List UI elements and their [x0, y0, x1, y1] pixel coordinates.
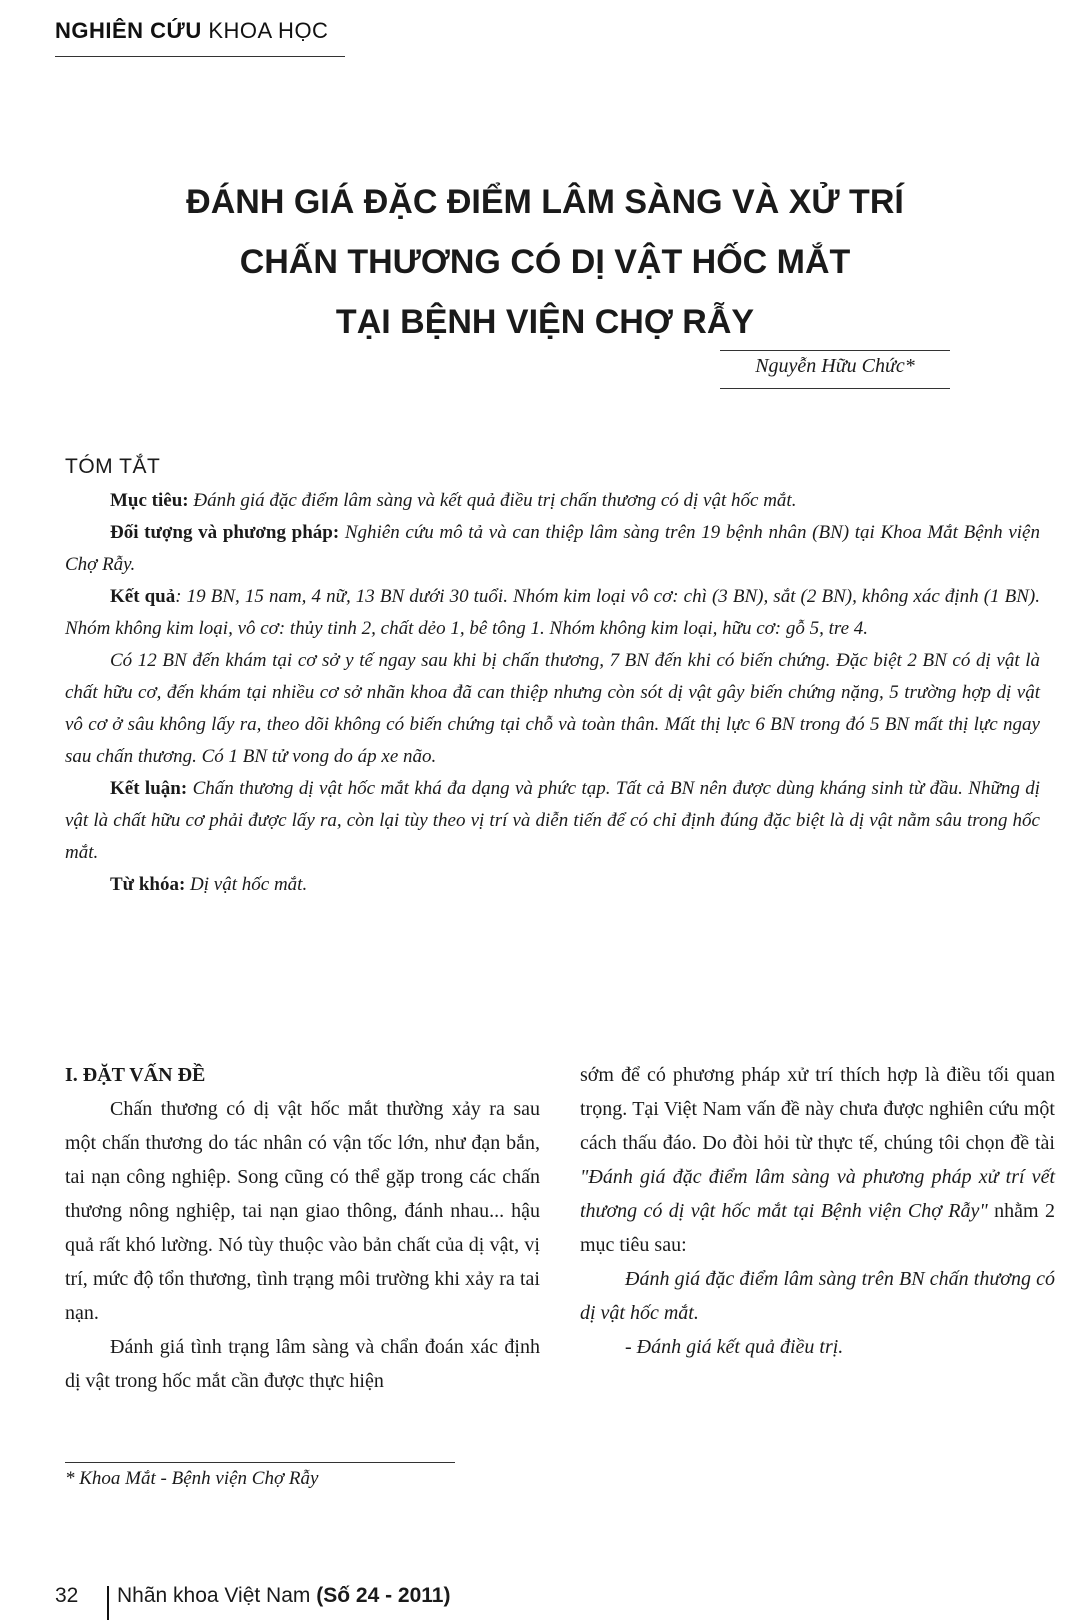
abstract-results [65, 581, 1040, 645]
abstract-methods [65, 517, 1040, 581]
conclusion-text: Chấn thương dị vật hốc mắt khá đa dạng và phức tạp. Tất cả BN nên được dùng kháng sinh từ đầu. Những dị vật là chất hữu cơ phải được lấy ra, còn lại tùy theo vị trí và diễn tiến để có chỉ định đúng đặc biệt là dị vật nằm sâu trong hốc mắt. [65, 778, 1041, 863]
footnote: * Khoa Mắt - Bệnh viện Chợ Rẫy [65, 1468, 319, 1489]
footnote-rule [65, 1462, 455, 1463]
journal-name [117, 1584, 450, 1608]
abstract-objective [65, 485, 1040, 517]
abstract-results-2 [65, 645, 1040, 773]
section-header-bold: NGHIÊN CỨU [55, 18, 202, 43]
abstract [65, 485, 1040, 901]
body-column-left [65, 1058, 540, 1398]
body-text: sớm để có phương pháp xử trí thích hợp là điều tối quan trọng. Tại Việt Nam vấn đề này chưa được nghiên cứu một cách thấu đáo. Do đòi hỏi từ thực tế, chúng tôi chọn đề tài [580, 1064, 1055, 1154]
abstract-keywords [65, 869, 1040, 901]
body-paragraph [580, 1058, 1055, 1262]
footer-divider [107, 1586, 109, 1620]
author-rule-bottom [720, 388, 950, 389]
page-number: 32 [55, 1584, 79, 1607]
section-heading: I. ĐẶT VẤN ĐỀ [65, 1064, 206, 1086]
conclusion-label: Kết luận: [110, 778, 188, 799]
results-label: Kết quả [110, 586, 176, 607]
keywords-label: Từ khóa: [110, 874, 186, 895]
study-title-quote: "Đánh giá đặc điểm lâm sàng và phương pháp xử trí vết thương có dị vật hốc mắt tại Bệnh viện Chợ Rẫy" [580, 1166, 1055, 1222]
body-paragraph: Chấn thương có dị vật hốc mắt thường xảy ra sau một chấn thương do tác nhân có vận tốc lớn, như đạn bắn, tai nạn công nghiệp. Song cũng có thể gặp trong các chấn thương nông nghiệp, tai nạn giao thông, đánh nhau... hậu quả rất khó lường. Nó tùy thuộc vào bản chất của dị vật, vị trí, mức độ tổn thương, tình trạng môi trường khi xảy ra tai nạn. [65, 1098, 540, 1324]
body-paragraph: Đánh giá tình trạng lâm sàng và chẩn đoán xác định dị vật trong hốc mắt cần được thực hiện [65, 1336, 540, 1392]
goal-item: - Đánh giá kết quả điều trị. [625, 1336, 844, 1358]
methods-label: Đối tượng và phương pháp: [110, 522, 340, 543]
methods-text: Nghiên cứu mô tả và can thiệp lâm sàng trên 19 bệnh nhân (BN) tại Khoa Mắt Bệnh viện Chợ Rẫy. [65, 522, 1040, 575]
results-text-2: Có 12 BN đến khám tại cơ sở y tế ngay sau khi bị chấn thương, 7 BN đến khi có biến chứng. Đặc biệt 2 BN có dị vật là chất hữu cơ, đến khám tại nhiều cơ sở nhãn khoa đã can thiệp nhưng còn sót dị vật gây biến chứng nặng, 5 trường hợp dị vật vô cơ ở sâu không lấy ra, theo dõi không có biến chứng tại chỗ và toàn thân. Mất thị lực 6 BN trong đó 5 BN mất thị lực ngay sau chấn thương. Có 1 BN tử vong do áp xe não. [65, 650, 1040, 767]
header-rule [55, 56, 345, 57]
title-line-3: TẠI BỆNH VIỆN CHỢ RẪY [335, 303, 755, 341]
objective-label: Mục tiêu: [110, 490, 189, 511]
goal-item: Đánh giá đặc điểm lâm sàng trên BN chấn thương có dị vật hốc mắt. [580, 1268, 1055, 1324]
journal-title: Nhãn khoa Việt Nam [117, 1584, 317, 1607]
title-line-1: ĐÁNH GIÁ ĐẶC ĐIỂM LÂM SÀNG VÀ XỬ TRÍ [186, 183, 904, 221]
results-text: : 19 BN, 15 nam, 4 nữ, 13 BN dưới 30 tuổi. Nhóm kim loại vô cơ: chì (3 BN), sắt (2 BN), không xác định (1 BN). Nhóm không kim loại, vô cơ: thủy tinh 2, chất dẻo 1, bê tông 1. Nhóm không kim loại, hữu cơ: gỗ 5, tre 4. [65, 586, 1040, 639]
section-header [55, 18, 328, 44]
article-title [100, 172, 990, 352]
body-column-right [580, 1058, 1055, 1364]
body-text: nhằm 2 mục tiêu sau: [580, 1200, 1056, 1256]
objective-text: Đánh giá đặc điểm lâm sàng và kết quả điều trị chấn thương có dị vật hốc mắt. [188, 490, 797, 511]
title-line-2: CHẤN THƯƠNG CÓ DỊ VẬT HỐC MẮT [239, 243, 851, 281]
section-header-rest: KHOA HỌC [201, 18, 329, 43]
abstract-conclusion [65, 773, 1040, 869]
keywords-text: Dị vật hốc mắt. [185, 874, 308, 895]
author-rule-top [720, 350, 950, 351]
journal-issue: (Số 24 - 2011) [316, 1584, 451, 1607]
author-name: Nguyễn Hữu Chức* [755, 355, 915, 377]
abstract-heading: TÓM TẮT [65, 455, 161, 478]
